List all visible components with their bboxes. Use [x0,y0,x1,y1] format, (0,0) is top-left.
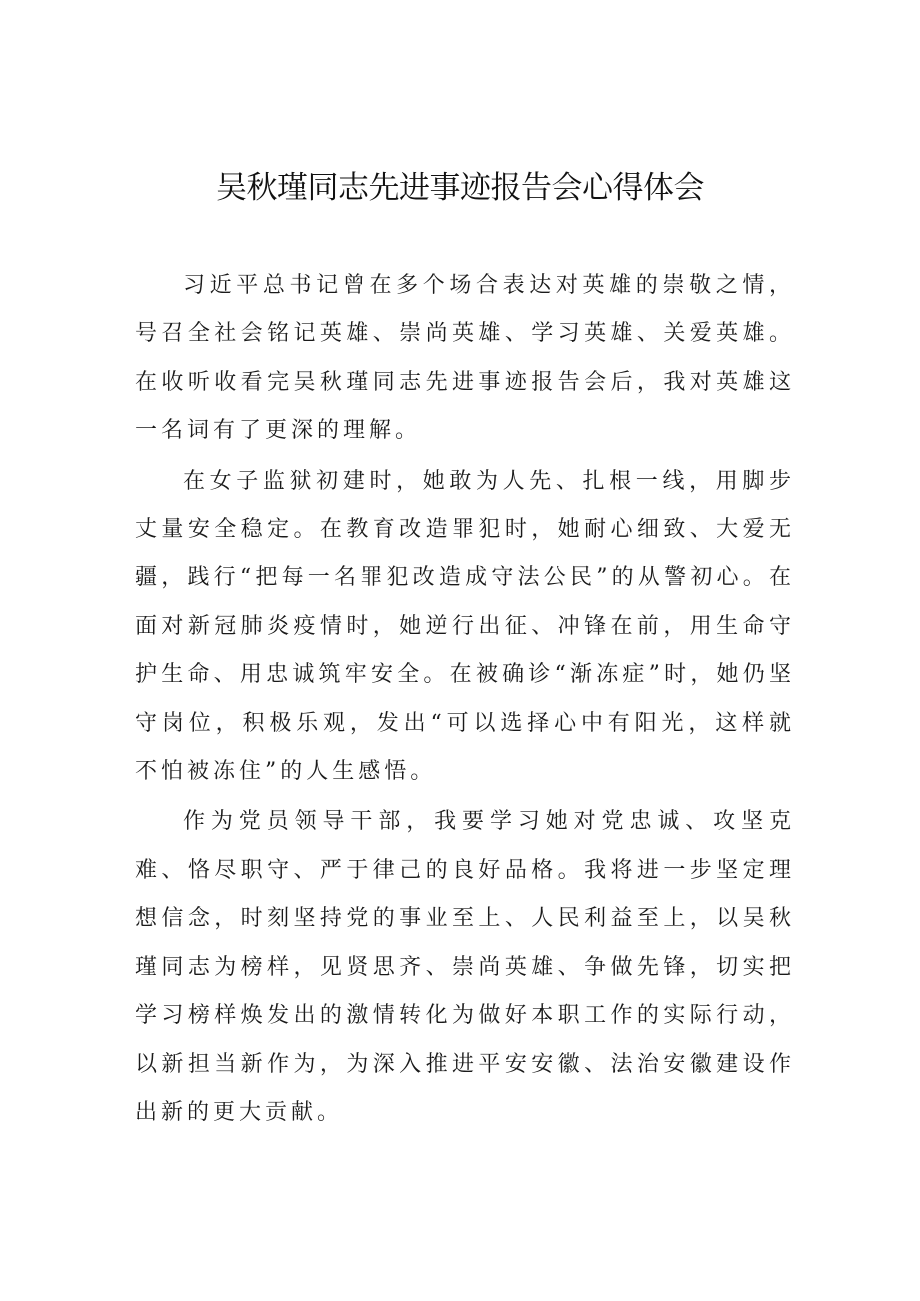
paragraph-2: 在女子监狱初建时，她敢为人先、扎根一线，用脚步丈量安全稳定。在教育改造罪犯时，她耐心细致、大爱无疆，践行“把每一名罪犯改造成守法公民”的从警初心。在面对新冠肺炎疫情时，她逆行出征、冲锋在前，用生命守护生命、用忠诚筑牢安全。在被确诊“渐冻症”时，她仍坚守岗位，积极乐观，发出“可以选择心中有阳光，这样就不怕被冻住”的人生感悟。 [135,468,795,785]
document-title: 吴秋瑾同志先进事迹报告会心得体会 [216,170,704,206]
paragraph-1: 习近平总书记曾在多个场合表达对英雄的崇敬之情，号召全社会铭记英雄、崇尚英雄、学习英雄、关爱英雄。在收听收看完吴秋瑾同志先进事迹报告会后，我对英雄这一名词有了更深的理解。 [135,273,795,444]
document-body [135,262,795,1139]
paragraph-3: 作为党员领导干部，我要学习她对党忠诚、攻坚克难、恪尽职守、严于律己的良好品格。我将进一步坚定理想信念，时刻坚持党的事业至上、人民利益至上，以吴秋瑾同志为榜样，见贤思齐、崇尚英雄、争做先锋，切实把学习榜样焕发出的激情转化为做好本职工作的实际行动，以新担当新作为，为深入推进平安安徽、法治安徽建设作出新的更大贡献。 [135,809,795,1125]
